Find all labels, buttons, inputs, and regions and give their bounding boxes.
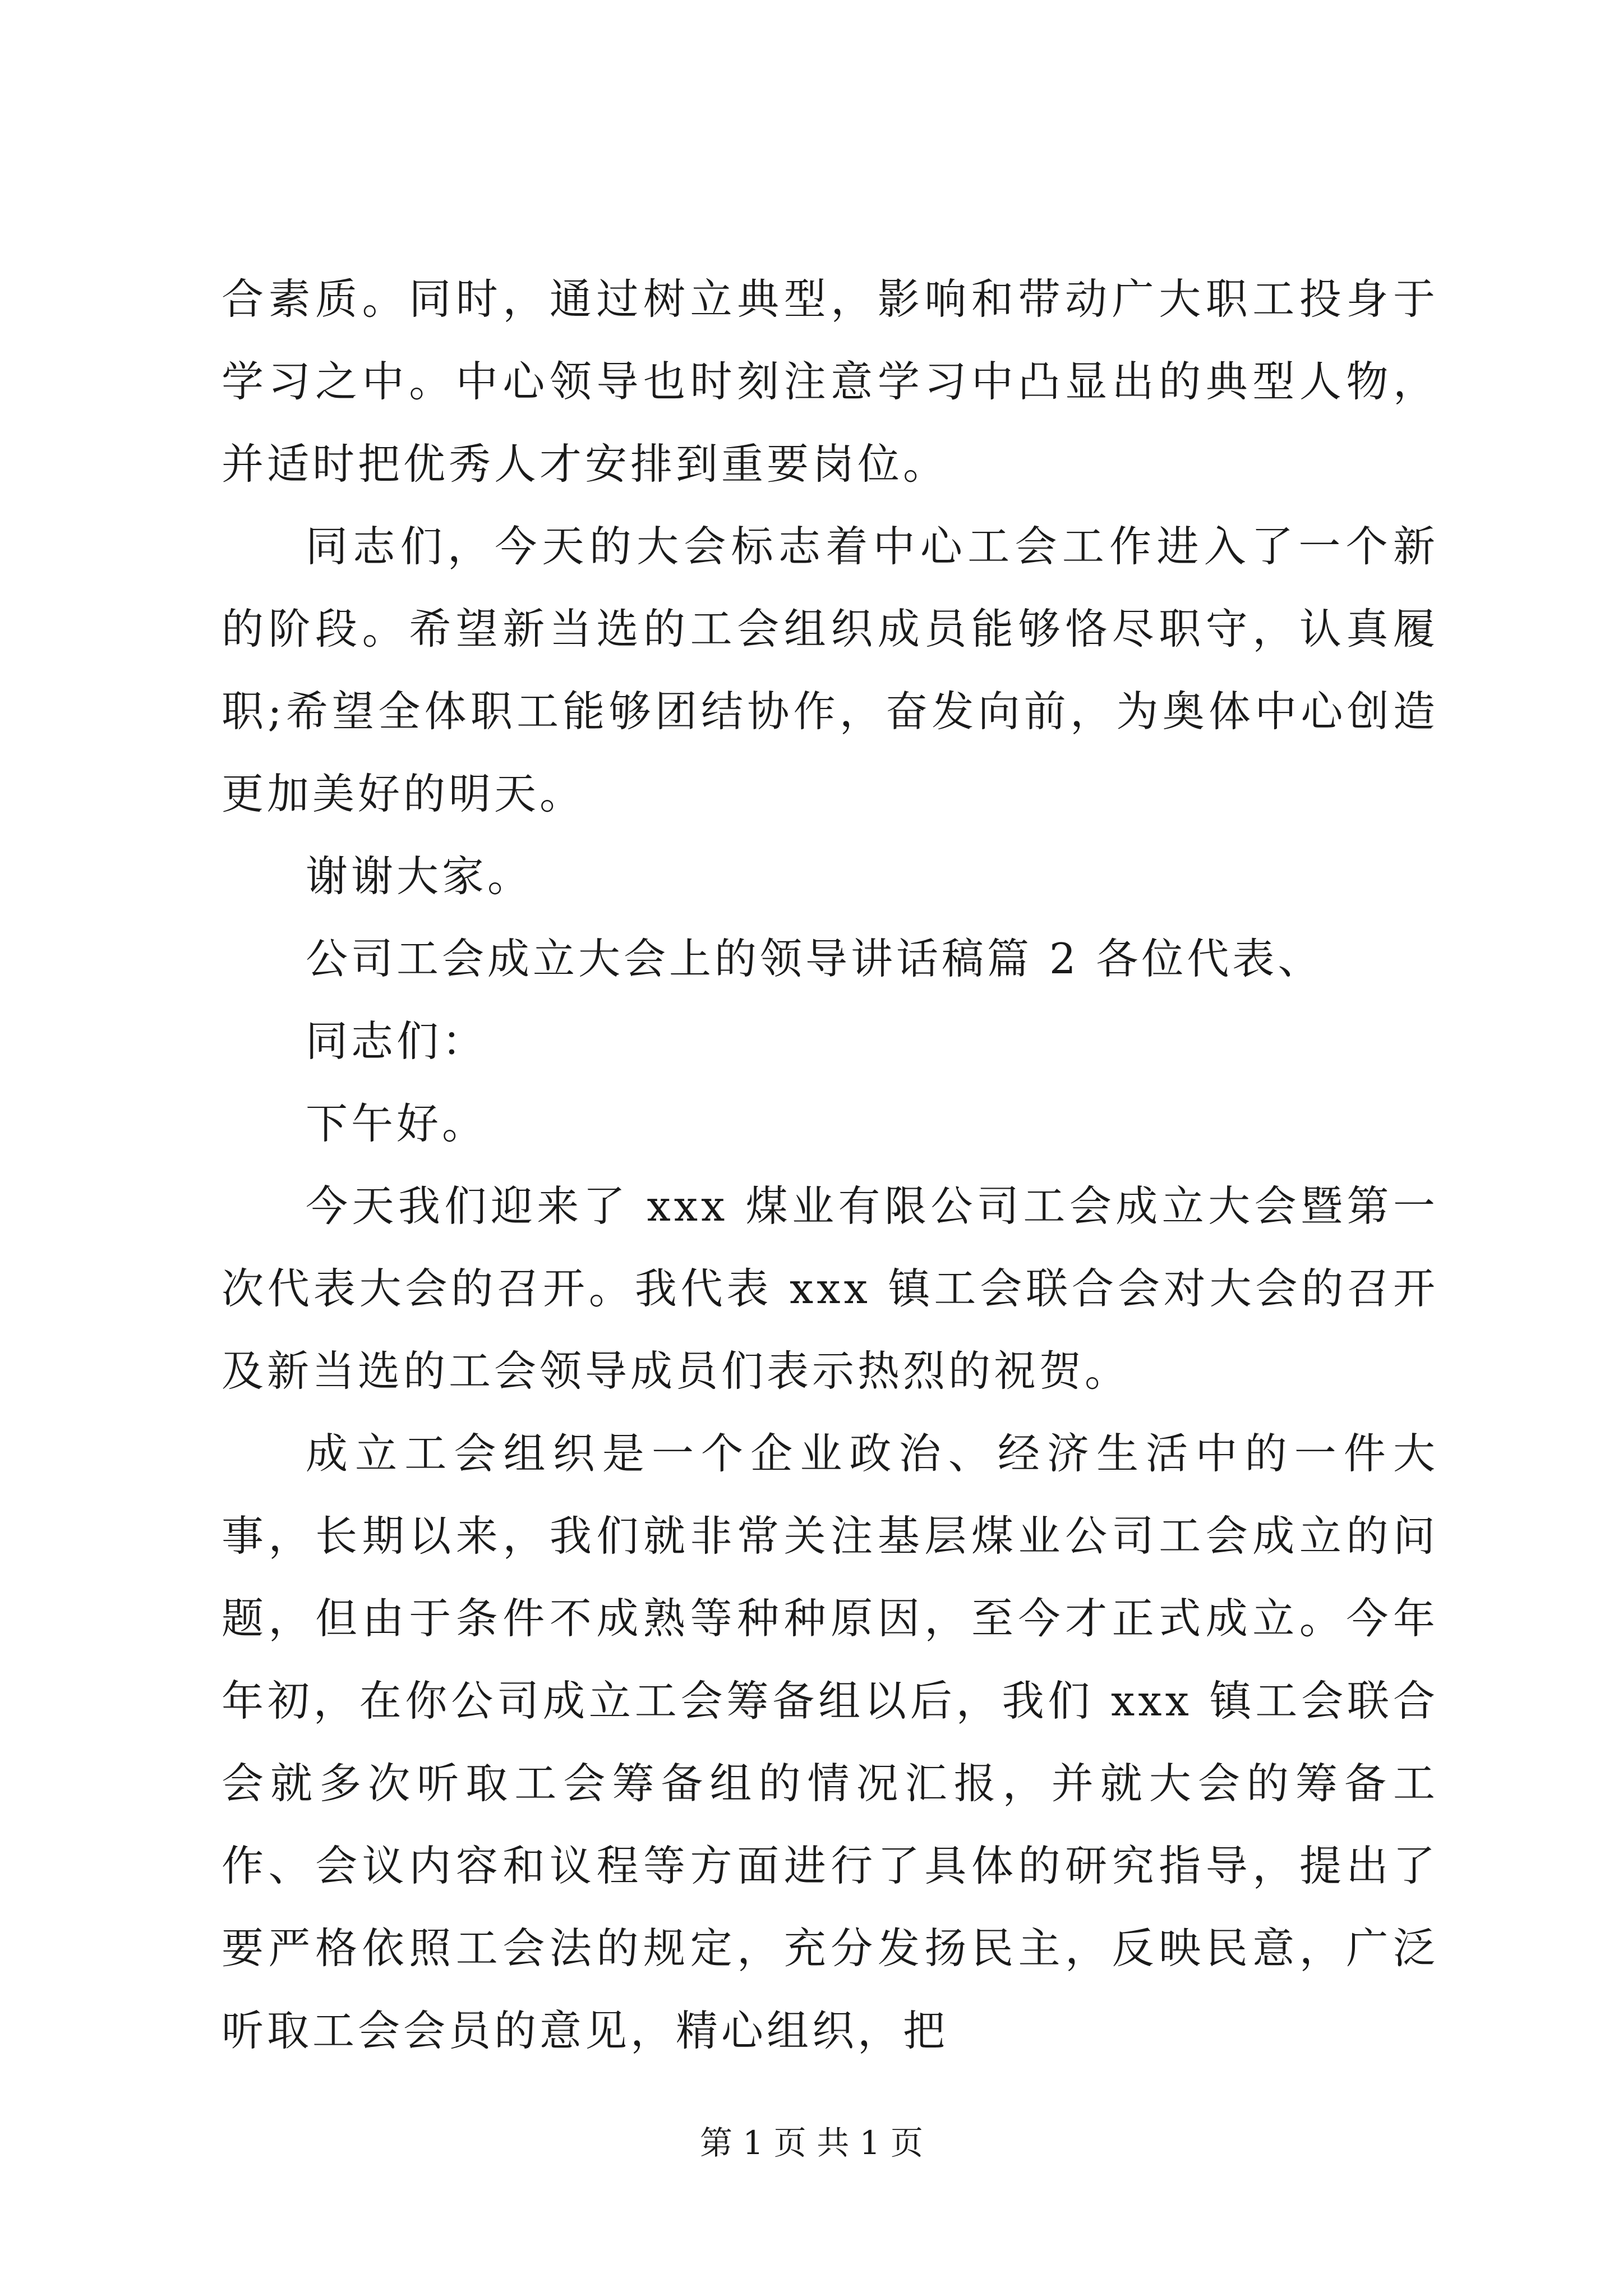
paragraph-5: 同志们：: [306, 1016, 488, 1066]
paragraph-4: 公司工会成立大会上的领导讲话稿篇 2 各位代表、: [306, 934, 1324, 983]
paragraph-7: 今天我们迎来了 xxx 煤业有限公司工会成立大会暨第一次代表大会的召开。我代表 xxx 镇工会联合会对大会的召开及新当选的工会领导成员们表示热烈的祝贺。: [222, 1181, 1438, 1396]
document-body: [222, 258, 1438, 2072]
paragraph-2: 同志们，今天的大会标志着中心工会工作进入了一个新的阶段。希望新当选的工会组织成员能够恪尽职守，认真履职;希望全体职工能够团结协作，奋发向前，为奥体中心创造更加美好的明天。: [222, 522, 1438, 818]
paragraph-1: 合素质。同时，通过树立典型，影响和带动广大职工投身于学习之中。中心领导也时刻注意学习中凸显出的典型人物，并适时把优秀人才安排到重要岗位。: [222, 274, 1438, 489]
page-footer: 第 1 页 共 1 页: [700, 2124, 923, 2162]
paragraph-6: 下午好。: [306, 1099, 488, 1148]
paragraph-8: 成立工会组织是一个企业政治、经济生活中的一件大事，长期以来，我们就非常关注基层煤业公司工会成立的问题，但由于条件不成熟等种种原因，至今才正式成立。今年年初，在你公司成立工会筹备组以后，我们 xxx 镇工会联合会就多次听取工会筹备组的情况汇报，并就大会的筹备工作、会议内容和议程等方面进行了具体的研究指导，提出了要严格依照工会法的规定，充分发扬民主，反映民意，广泛听取工会会员的意见，精心组织，把: [222, 1429, 1438, 2055]
paragraph-3: 谢谢大家。: [306, 852, 533, 901]
